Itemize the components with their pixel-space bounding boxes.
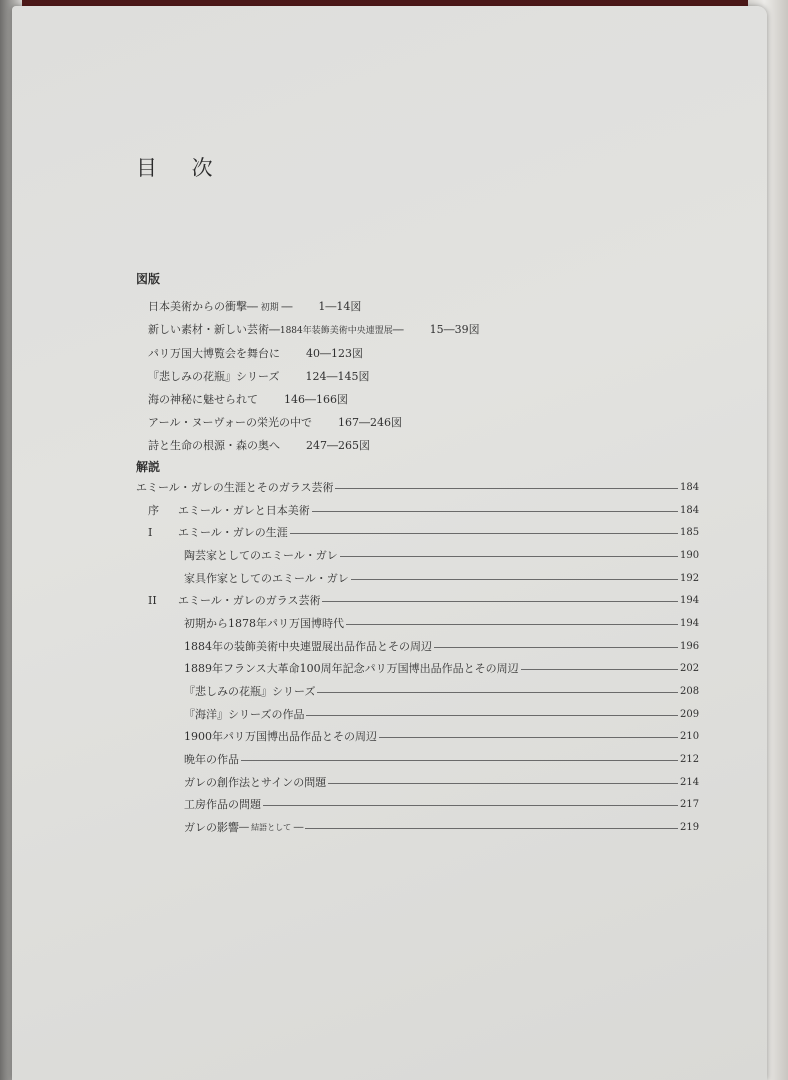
toc-page: 212 xyxy=(680,753,700,765)
toc-label: 『悲しみの花瓶』シリーズ xyxy=(184,685,316,698)
toc-row xyxy=(184,660,698,676)
plate-entry xyxy=(148,437,370,453)
toc-label: エミール・ガレの生涯 xyxy=(178,526,288,539)
leader-line xyxy=(305,828,678,829)
leader-line xyxy=(351,579,678,580)
toc-row xyxy=(148,592,698,608)
toc-label: 1900年パリ万国博出品作品とその周辺 xyxy=(184,730,377,743)
toc-label: 晩年の作品 xyxy=(184,753,239,766)
toc-row xyxy=(184,615,698,631)
toc-page: 202 xyxy=(680,662,700,674)
plate-label: 日本美術からの衝撃 xyxy=(148,300,247,313)
toc-row xyxy=(148,502,698,518)
toc-row xyxy=(184,570,698,586)
leader-line xyxy=(379,737,678,738)
toc-label: 1889年フランス大革命100周年記念パリ万国博出品作品とその周辺 xyxy=(184,662,519,675)
leader-line xyxy=(322,601,678,602)
leader-line xyxy=(521,669,678,670)
plate-range: 167―246図 xyxy=(338,416,403,429)
toc-page: 219 xyxy=(680,821,700,833)
toc-label: 初期から1878年パリ万国博時代 xyxy=(184,617,344,630)
plate-sub: ──1884年装飾美術中央連盟展── xyxy=(269,326,404,336)
toc-row xyxy=(184,796,698,812)
page-title: 目 次 xyxy=(136,156,227,180)
contents-page xyxy=(12,6,767,1080)
toc-page: 184 xyxy=(680,481,700,493)
toc-label: ガレの創作法とサインの問題 xyxy=(184,776,327,789)
leader-line xyxy=(317,692,678,693)
plate-range: 247―265図 xyxy=(306,439,370,452)
toc-page: 214 xyxy=(680,776,700,788)
toc-page: 209 xyxy=(680,708,700,720)
toc-row xyxy=(136,479,698,495)
leader-line xyxy=(346,624,678,625)
toc-sub: ── 結語として ── xyxy=(239,822,304,832)
toc-page: 184 xyxy=(680,504,700,516)
toc-row xyxy=(184,638,698,654)
leader-line xyxy=(290,533,678,534)
leader-line xyxy=(340,556,678,557)
plate-range: 1―14図 xyxy=(318,300,362,313)
toc-label: 陶芸家としてのエミール・ガレ xyxy=(184,549,338,562)
toc-row xyxy=(184,683,698,699)
plate-entry xyxy=(148,391,348,407)
toc-row xyxy=(184,751,698,767)
toc-number: 序 xyxy=(148,504,159,517)
plate-entry xyxy=(148,345,363,361)
toc-label: 『海洋』シリーズの作品 xyxy=(184,708,305,721)
plate-range: 15―39図 xyxy=(429,323,480,336)
plate-entry xyxy=(148,298,361,314)
toc-page: 194 xyxy=(680,594,700,606)
plate-sub: ── 初期 ── xyxy=(247,303,293,313)
toc-label: エミール・ガレのガラス芸術 xyxy=(178,594,321,607)
plate-label: 『悲しみの花瓶』シリーズ xyxy=(148,370,280,383)
plate-label: 海の神秘に魅せられて xyxy=(148,393,258,406)
leader-line xyxy=(434,647,678,648)
plate-entry xyxy=(148,321,480,337)
toc-label: エミール・ガレと日本美術 xyxy=(178,504,310,517)
leader-line xyxy=(241,760,678,761)
toc-page: 194 xyxy=(680,617,700,629)
toc-row xyxy=(184,774,698,790)
toc-label: エミール・ガレの生涯とそのガラス芸術 xyxy=(136,481,334,494)
plate-label: 新しい素材・新しい芸術 xyxy=(148,323,269,336)
plate-range: 40―123図 xyxy=(306,347,363,360)
toc-page: 190 xyxy=(680,549,700,561)
toc-page: 192 xyxy=(680,572,700,584)
toc-row xyxy=(184,706,698,722)
plates-heading: 図版 xyxy=(136,272,161,286)
toc-row xyxy=(148,524,698,540)
toc-row xyxy=(184,547,698,563)
toc-page: 196 xyxy=(680,640,700,652)
plate-label: 詩と生命の根源・森の奥へ xyxy=(148,439,280,452)
toc-label: 1884年の装飾美術中央連盟展出品作品とその周辺 xyxy=(184,640,432,653)
leader-line xyxy=(306,715,678,716)
toc-number: II xyxy=(148,593,157,607)
toc-label: 工房作品の問題 xyxy=(184,798,261,811)
leader-line xyxy=(335,488,678,489)
plate-entry xyxy=(148,368,369,384)
leader-line xyxy=(263,805,678,806)
plate-label: パリ万国大博覧会を舞台に xyxy=(148,347,280,360)
toc-row xyxy=(184,728,698,744)
toc-page: 210 xyxy=(680,730,700,742)
toc-label: 家具作家としてのエミール・ガレ xyxy=(184,572,349,585)
leader-line xyxy=(328,783,678,784)
toc-row xyxy=(184,819,698,835)
plate-entry xyxy=(148,414,402,430)
toc-label: ガレの影響 xyxy=(184,821,239,834)
toc-page: 208 xyxy=(680,685,700,697)
leader-line xyxy=(312,511,678,512)
commentary-heading: 解説 xyxy=(136,460,161,474)
toc-page: 217 xyxy=(680,798,700,810)
plate-label: アール・ヌーヴォーの栄光の中で xyxy=(148,416,313,429)
toc-number: I xyxy=(148,525,153,539)
plate-range: 146―166図 xyxy=(284,393,348,406)
toc-page: 185 xyxy=(680,526,700,538)
plate-range: 124―145図 xyxy=(305,370,370,383)
